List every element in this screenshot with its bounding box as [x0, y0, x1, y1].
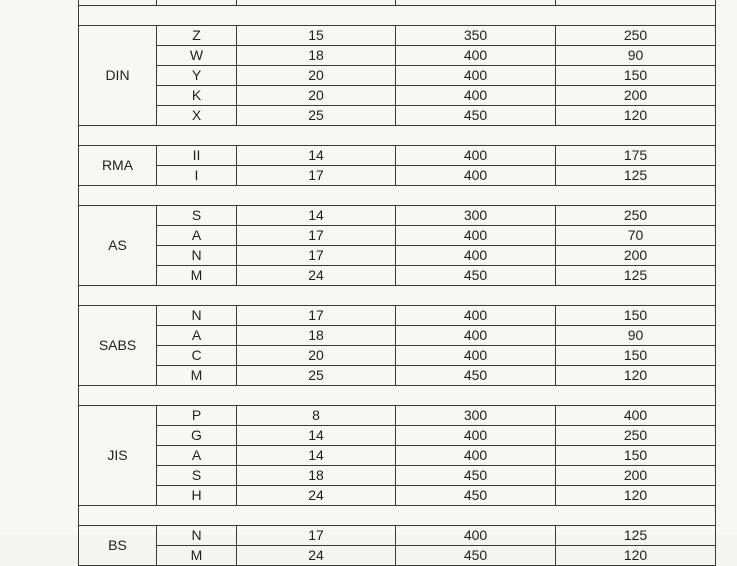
value-cell: 150 — [556, 346, 716, 366]
value-cell: 90 — [556, 46, 716, 66]
value-cell: 18 — [237, 46, 396, 66]
value-cell: 14 — [237, 426, 396, 446]
value-cell: 120 — [556, 366, 716, 386]
value-cell: 24 — [237, 486, 396, 506]
standard-name-cell: SABS — [79, 306, 157, 386]
value-cell: 250 — [556, 26, 716, 46]
grade-cell: K — [157, 86, 237, 106]
value-cell: 200 — [556, 246, 716, 266]
group-spacer-row — [79, 286, 716, 306]
grade-cell: N — [157, 246, 237, 266]
table-row — [79, 546, 716, 566]
table-row — [79, 106, 716, 126]
value-cell: 300 — [396, 406, 556, 426]
table-row — [79, 66, 716, 86]
grade-cell: S — [157, 466, 237, 486]
value-cell: 8 — [237, 406, 396, 426]
grade-cell: A — [157, 446, 237, 466]
spacer-cell — [79, 286, 716, 306]
grade-cell: Z — [157, 26, 237, 46]
value-cell: 20 — [237, 346, 396, 366]
value-cell: 350 — [396, 26, 556, 46]
grade-cell: A — [157, 326, 237, 346]
grade-cell: M — [157, 546, 237, 566]
standard-name-cell: AS — [79, 206, 157, 286]
value-cell: 450 — [396, 106, 556, 126]
value-cell: 400 — [396, 526, 556, 546]
table-row — [79, 486, 716, 506]
table-row — [79, 406, 716, 426]
value-cell: 400 — [396, 146, 556, 166]
spacer-cell — [79, 386, 716, 406]
grade-cell: A — [157, 226, 237, 246]
rubber-grade-spec-table — [78, 0, 716, 566]
grade-cell: I — [157, 166, 237, 186]
table-row — [79, 366, 716, 386]
table-row — [79, 166, 716, 186]
value-cell: 25 — [237, 106, 396, 126]
value-cell: 14 — [237, 206, 396, 226]
value-cell: 17 — [237, 226, 396, 246]
standard-name-cell: DIN — [79, 26, 157, 126]
value-cell: 18 — [237, 326, 396, 346]
table-row — [79, 46, 716, 66]
value-cell: 150 — [556, 306, 716, 326]
grade-cell: Y — [157, 66, 237, 86]
value-cell: 120 — [556, 106, 716, 126]
value-cell: 400 — [396, 46, 556, 66]
grade-cell: X — [157, 106, 237, 126]
value-cell: 200 — [556, 86, 716, 106]
table-row — [79, 146, 716, 166]
value-cell: 400 — [396, 86, 556, 106]
value-cell: 400 — [556, 406, 716, 426]
value-cell: 125 — [556, 526, 716, 546]
value-cell: 400 — [396, 426, 556, 446]
value-cell: 20 — [237, 86, 396, 106]
spacer-cell — [79, 126, 716, 146]
grade-cell: II — [157, 146, 237, 166]
table-row — [79, 206, 716, 226]
grade-cell: H — [157, 486, 237, 506]
spacer-cell — [79, 186, 716, 206]
grade-cell: G — [157, 426, 237, 446]
value-cell: 14 — [237, 146, 396, 166]
value-cell: 450 — [396, 486, 556, 506]
value-cell: 120 — [556, 486, 716, 506]
spacer-cell — [79, 506, 716, 526]
value-cell: 175 — [556, 146, 716, 166]
value-cell: 400 — [396, 346, 556, 366]
grade-cell: N — [157, 306, 237, 326]
value-cell: 70 — [556, 226, 716, 246]
value-cell: 15 — [237, 26, 396, 46]
value-cell: 400 — [396, 446, 556, 466]
value-cell: 450 — [396, 366, 556, 386]
grade-cell: W — [157, 46, 237, 66]
table-row — [79, 26, 716, 46]
value-cell: 450 — [396, 546, 556, 566]
value-cell: 250 — [556, 426, 716, 446]
value-cell: 400 — [396, 66, 556, 86]
table-row — [79, 226, 716, 246]
table-row — [79, 266, 716, 286]
value-cell: 450 — [396, 466, 556, 486]
table-row — [79, 466, 716, 486]
value-cell: 125 — [556, 166, 716, 186]
value-cell: 20 — [237, 66, 396, 86]
value-cell: 150 — [556, 446, 716, 466]
value-cell: 17 — [237, 306, 396, 326]
value-cell: 14 — [237, 446, 396, 466]
value-cell: 17 — [237, 246, 396, 266]
value-cell: 250 — [556, 206, 716, 226]
table-row — [79, 246, 716, 266]
table-row — [79, 526, 716, 546]
group-spacer-row — [79, 6, 716, 26]
spacer-cell — [79, 6, 716, 26]
grade-cell: S — [157, 206, 237, 226]
table-row — [79, 306, 716, 326]
value-cell: 400 — [396, 246, 556, 266]
group-spacer-row — [79, 186, 716, 206]
value-cell: 24 — [237, 266, 396, 286]
grade-cell: M — [157, 366, 237, 386]
grade-cell: M — [157, 266, 237, 286]
value-cell: 400 — [396, 306, 556, 326]
value-cell: 450 — [396, 266, 556, 286]
table-row — [79, 346, 716, 366]
group-spacer-row — [79, 126, 716, 146]
table-row — [79, 446, 716, 466]
value-cell: 24 — [237, 546, 396, 566]
standard-name-cell: JIS — [79, 406, 157, 506]
grade-cell: C — [157, 346, 237, 366]
value-cell: 90 — [556, 326, 716, 346]
value-cell: 18 — [237, 466, 396, 486]
group-spacer-row — [79, 506, 716, 526]
table-row — [79, 86, 716, 106]
value-cell: 400 — [396, 326, 556, 346]
grade-cell: P — [157, 406, 237, 426]
table-row — [79, 426, 716, 446]
value-cell: 300 — [396, 206, 556, 226]
value-cell: 120 — [556, 546, 716, 566]
value-cell: 125 — [556, 266, 716, 286]
table-row — [79, 326, 716, 346]
value-cell: 400 — [396, 226, 556, 246]
value-cell: 17 — [237, 526, 396, 546]
spec-table-body — [79, 0, 716, 566]
value-cell: 17 — [237, 166, 396, 186]
value-cell: 200 — [556, 466, 716, 486]
standard-name-cell: RMA — [79, 146, 157, 186]
value-cell: 400 — [396, 166, 556, 186]
value-cell: 25 — [237, 366, 396, 386]
value-cell: 150 — [556, 66, 716, 86]
group-spacer-row — [79, 386, 716, 406]
standard-name-cell: BS — [79, 526, 157, 566]
grade-cell: N — [157, 526, 237, 546]
